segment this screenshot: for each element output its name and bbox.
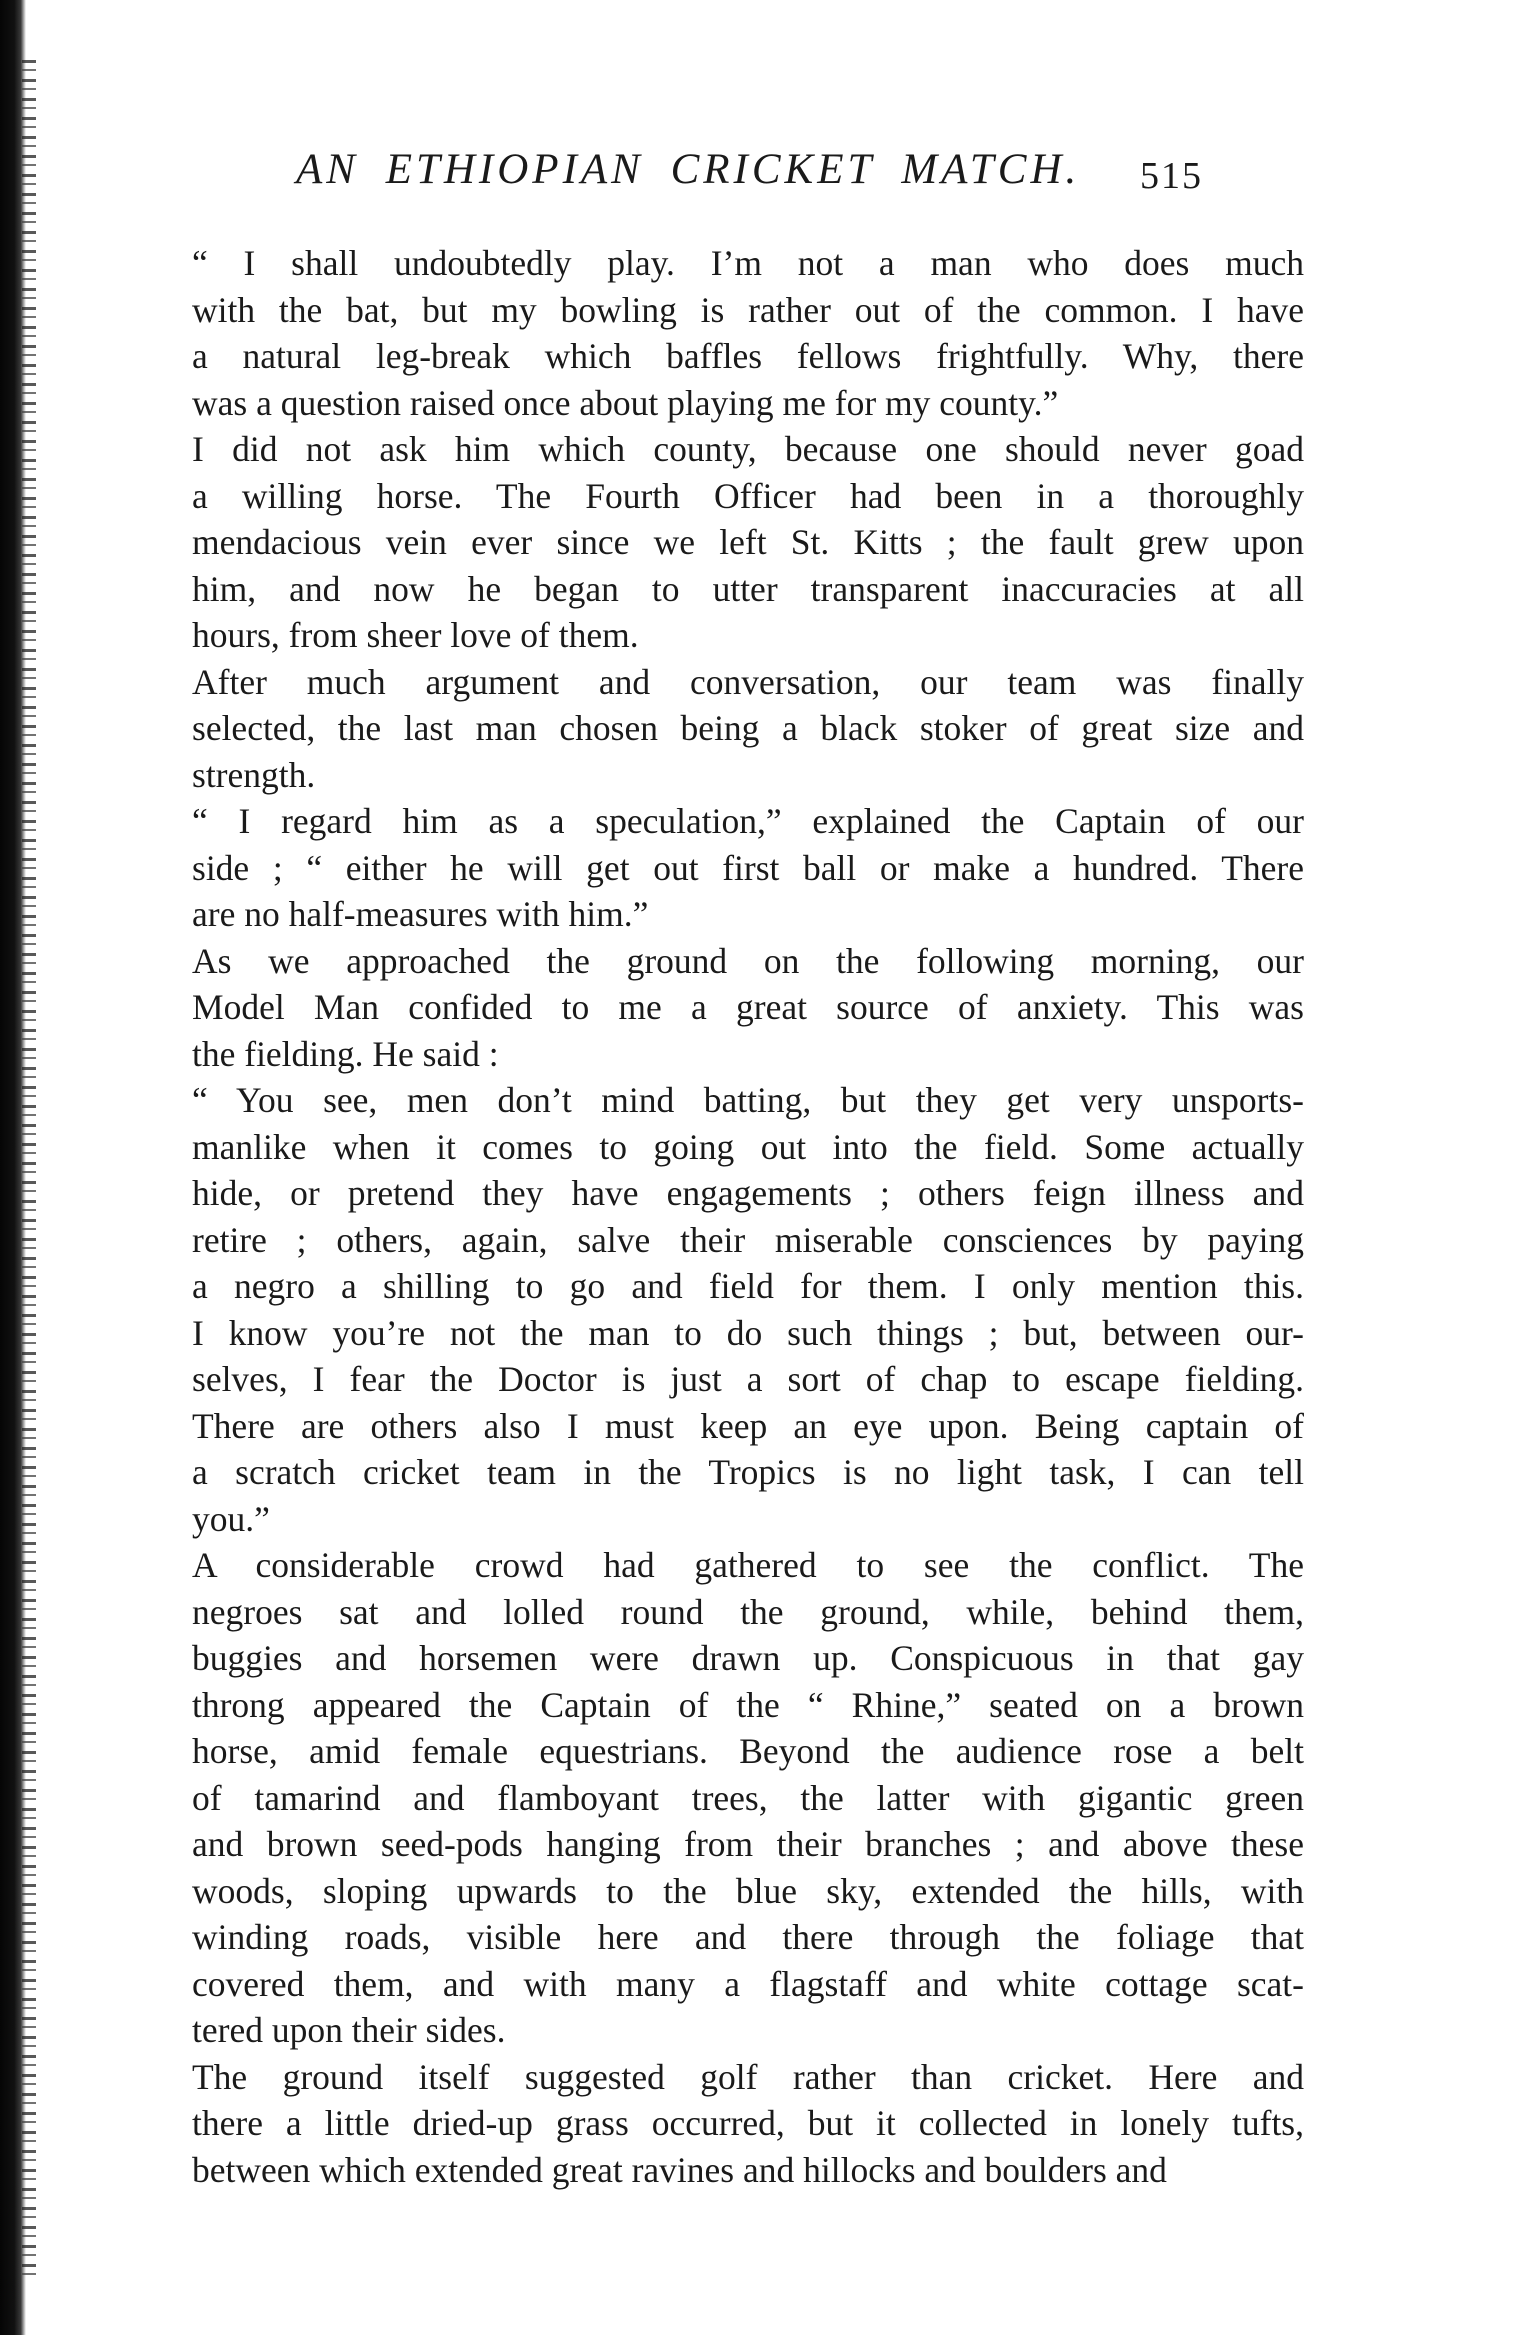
- paragraph: [124, 1542, 1304, 2054]
- text-line: side ; “ either he will get out first ball or make a hundred. There: [192, 847, 1304, 888]
- text-line: I did not ask him which county, because one should never goad: [192, 429, 1304, 469]
- text-line: a natural leg-break which baffles fellows frightfully. Why, there: [192, 336, 1304, 376]
- text-line: with the bat, but my bowling is rather out of the common. I have: [192, 289, 1304, 330]
- paragraph: [124, 426, 1304, 659]
- text-line: selves, I fear the Doctor is just a sort of chap to escape fielding.: [192, 1359, 1304, 1399]
- text-line: a willing horse. The Fourth Officer had been in a thoroughly: [192, 475, 1304, 516]
- text-line: are no half-measures with him.”: [192, 894, 649, 934]
- text-line: The ground itself suggested golf rather than cricket. Here and: [192, 2056, 1304, 2097]
- text-line: tered upon their sides.: [192, 2010, 506, 2050]
- text-line: him, and now he began to utter transparent inaccuracies at all: [192, 568, 1304, 609]
- text-line: a negro a shilling to go and field for them. I only mention this.: [192, 1266, 1304, 1306]
- text-line: After much argument and conversation, our team was finally: [192, 661, 1304, 702]
- text-line: “ I regard him as a speculation,” explained the Captain of our: [192, 801, 1304, 841]
- text-line: covered them, and with many a flagstaff and white cottage scat-: [192, 1963, 1304, 2004]
- text-line: a scratch cricket team in the Tropics is no light task, I can tell: [192, 1452, 1304, 1492]
- body-text: [124, 240, 1304, 2193]
- paragraph: [124, 2054, 1304, 2194]
- text-line: negroes sat and lolled round the ground, while, behind them,: [192, 1591, 1304, 1632]
- page-number: 515: [1140, 155, 1203, 197]
- text-line: As we approached the ground on the following morning, our: [192, 940, 1304, 981]
- text-line: buggies and horsemen were drawn up. Conspicuous in that gay: [192, 1638, 1304, 1678]
- text-line: mendacious vein ever since we left St. Kitts ; the fault grew upon: [192, 522, 1304, 562]
- text-line: Model Man confided to me a great source of anxiety. This was: [192, 987, 1304, 1027]
- text-line: There are others also I must keep an eye upon. Being captain of: [192, 1405, 1304, 1446]
- text-line: of tamarind and flamboyant trees, the latter with gigantic green: [192, 1777, 1304, 1818]
- text-line: manlike when it comes to going out into the field. Some actually: [192, 1126, 1304, 1167]
- running-title: AN ETHIOPIAN CRICKET MATCH.: [296, 146, 1081, 193]
- running-header: [188, 140, 1308, 200]
- text-line: between which extended great ravines and hillocks and boulders and: [192, 2149, 1167, 2190]
- text-line: “ You see, men don’t mind batting, but they get very unsports-: [192, 1080, 1304, 1120]
- text-line: strength.: [192, 754, 316, 795]
- paragraph: [124, 798, 1304, 938]
- text-line: horse, amid female equestrians. Beyond the audience rose a belt: [192, 1731, 1304, 1771]
- text-line: woods, sloping upwards to the blue sky, extended the hills, with: [192, 1870, 1304, 1911]
- paragraph: [124, 938, 1304, 1078]
- text-line: “ I shall undoubtedly play. I’m not a man who does much: [192, 243, 1304, 283]
- paragraph: [124, 659, 1304, 799]
- text-line: and brown seed-pods hanging from their branches ; and above these: [192, 1824, 1304, 1864]
- text-line: selected, the last man chosen being a black stoker of great size and: [192, 708, 1304, 748]
- text-line: retire ; others, again, salve their miserable consciences by paying: [192, 1219, 1304, 1260]
- text-line: winding roads, visible here and there through the foliage that: [192, 1917, 1304, 1957]
- page-binding-texture: [22, 60, 36, 2280]
- text-line: I know you’re not the man to do such things ; but, between our-: [192, 1312, 1304, 1353]
- text-line: there a little dried-up grass occurred, but it collected in lonely tufts,: [192, 2103, 1304, 2143]
- text-line: was a question raised once about playing me for my county.”: [192, 382, 1059, 423]
- text-line: hours, from sheer love of them.: [192, 615, 639, 655]
- paragraph: [124, 1077, 1304, 1542]
- text-line: A considerable crowd had gathered to see the conflict. The: [192, 1545, 1304, 1585]
- paragraph: [124, 240, 1304, 426]
- text-line: the fielding. He said :: [192, 1033, 499, 1074]
- text-line: you.”: [192, 1498, 270, 1539]
- text-line: throng appeared the Captain of the “ Rhine,” seated on a brown: [192, 1684, 1304, 1725]
- text-line: hide, or pretend they have engagements ; others feign illness and: [192, 1173, 1304, 1213]
